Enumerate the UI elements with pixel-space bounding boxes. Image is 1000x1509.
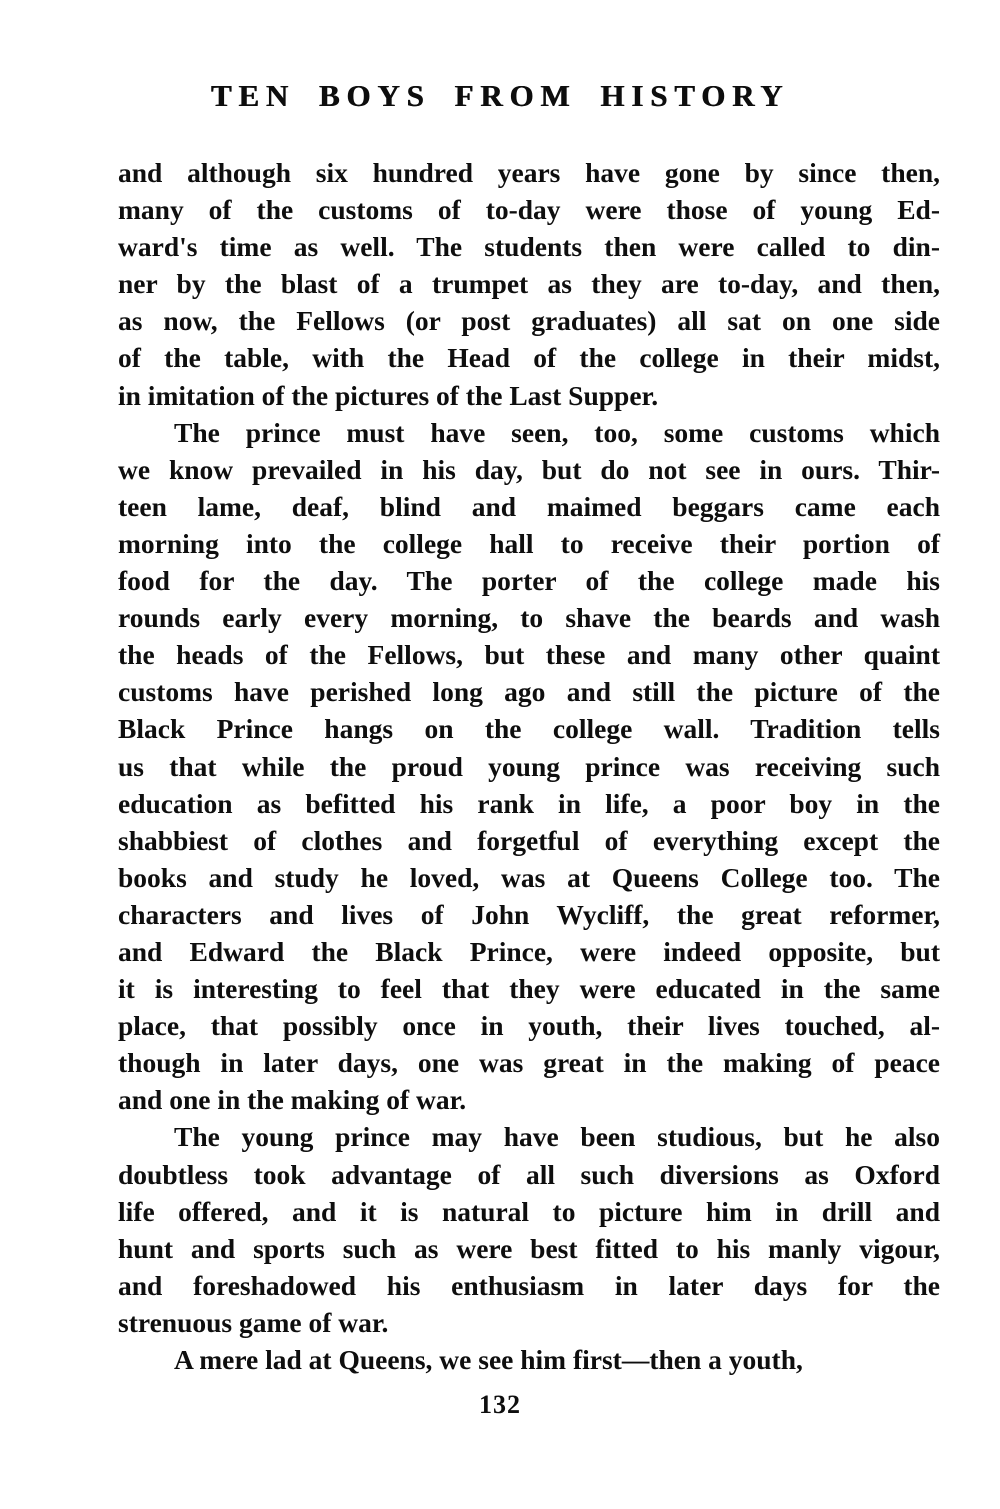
text-line: morning into the college hall to receive their portion of [118,527,940,559]
text-line: and Edward the Black Prince, were indeed opposite, but [118,935,940,967]
text-line: as now, the Fellows (or post graduates) all sat on one side [118,305,940,337]
paragraph [118,1341,940,1378]
text-line: characters and lives of John Wycliff, the great reformer, [118,898,940,930]
text-line: it is interesting to feel that they were educated in the same [118,973,940,1005]
text-line: education as befitted his rank in life, a poor boy in the [118,787,940,819]
text-line: we know prevailed in his day, but do not see in ours. Thir- [118,453,940,485]
text-line: The young prince may have been studious, but he also [174,1121,940,1153]
text-line: books and study he loved, was at Queens College too. The [118,861,940,893]
running-head: TEN BOYS FROM HISTORY [210,78,790,113]
text-line: of the table, with the Head of the college in their midst, [118,342,940,374]
text-line: strenuous game of war. [118,1306,389,1338]
text-line: and although six hundred years have gone by since then, [118,157,940,188]
text-line: teen lame, deaf, blind and maimed beggars came each [118,490,940,522]
text-line: us that while the proud young prince was receiving such [118,750,940,782]
paragraph [118,154,940,414]
page-number: 132 [478,1390,522,1420]
text-line: shabbiest of clothes and forgetful of everything except the [118,824,940,856]
text-line: and one in the making of war. [118,1084,467,1116]
text-line: food for the day. The porter of the college made his [118,565,940,597]
text-line: place, that possibly once in youth, their lives touched, al- [118,1010,940,1042]
text-line: the heads of the Fellows, but these and many other quaint [118,639,940,671]
text-line: Black Prince hangs on the college wall. Tradition tells [118,713,940,745]
text-line: ner by the blast of a trumpet as they are to-day, and then, [118,268,940,300]
text-block [118,154,940,1378]
text-line: The prince must have seen, too, some customs which [174,416,940,448]
text-line: life offered, and it is natural to picture him in drill and [118,1195,940,1227]
text-line: ward's time as well. The students then were called to din- [118,231,940,263]
paragraph [118,1118,940,1341]
text-line: in imitation of the pictures of the Last Supper. [118,379,659,411]
text-line: customs have perished long ago and still the picture of the [118,676,940,708]
text-line: A mere lad at Queens, we see him first—then a youth, [174,1344,803,1375]
text-line: rounds early every morning, to shave the beards and wash [118,602,940,634]
text-line: many of the customs of to-day were those of young Ed- [118,194,940,226]
text-line: hunt and sports such as were best fitted to his manly vigour, [118,1232,940,1264]
paragraph [118,414,940,1119]
text-line: though in later days, one was great in the making of peace [118,1047,940,1079]
text-line: and foreshadowed his enthusiasm in later days for the [118,1269,940,1301]
text-line: doubtless took advantage of all such diversions as Oxford [118,1158,940,1190]
